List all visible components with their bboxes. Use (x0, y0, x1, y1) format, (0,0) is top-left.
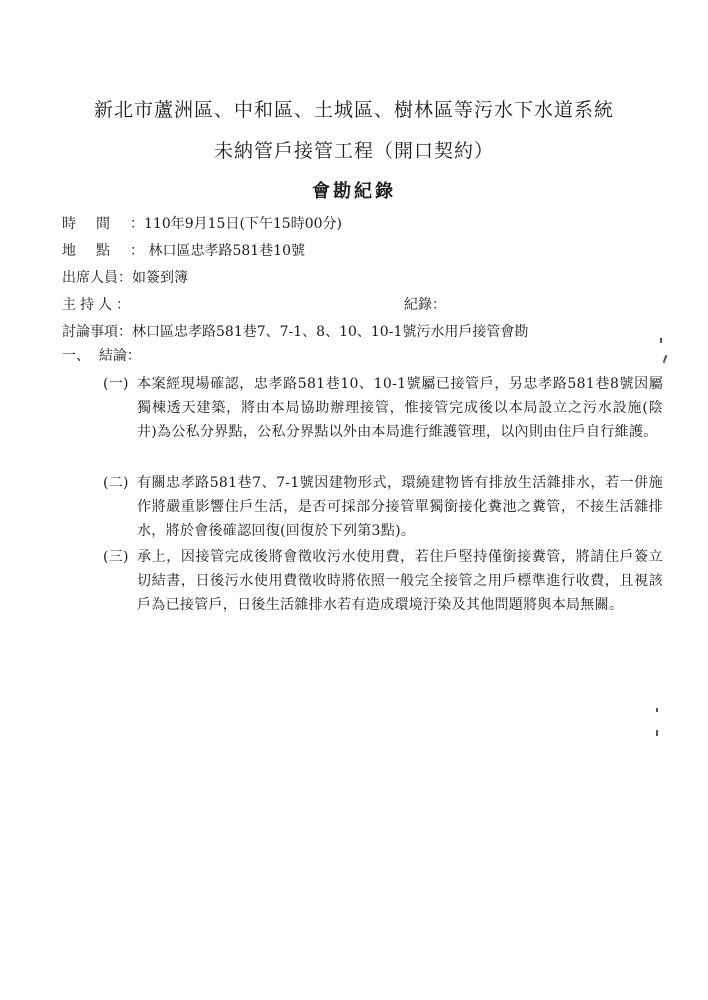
conclusion-item-2-text: 有關忠孝路581巷7、7-1號因建物形式，環繞建物皆有排放生活雜排水，若一併施作將嚴重影響住戶生活，是否可採部分接管單獨銜接化糞池之糞管，不接生活雜排水，將於會後確認回復(回復於下列第3點)。 (137, 475, 663, 539)
scan-mark (663, 355, 668, 363)
field-record (404, 294, 446, 314)
document-title-line1: 新北市蘆洲區、中和區、土城區、樹林區等污水下水道系統 (93, 99, 614, 121)
field-host-label: 主持人 (62, 297, 116, 313)
field-time-sep: ： (130, 216, 144, 232)
scan-mark (656, 730, 658, 736)
document-title-line3: 會勘紀錄 (312, 181, 396, 202)
field-place (62, 240, 305, 260)
conclusion-number: 一、 (62, 348, 90, 364)
field-time-value: 110年9月15日(下午15時00分) (144, 216, 342, 232)
field-record-sep: ： (432, 297, 446, 313)
document-title-line2: 未納管戶接管工程（開口契約） (213, 140, 494, 162)
field-topic (62, 321, 528, 341)
conclusion-item-2-number: (二) (103, 475, 129, 491)
field-conclusion (62, 345, 141, 365)
conclusion-item-2 (103, 471, 663, 543)
field-attendees-value: 如簽到簿 (132, 270, 188, 286)
scan-mark (660, 338, 662, 343)
field-place-value: 林口區忠孝路581巷10號 (148, 243, 305, 259)
scan-mark (656, 708, 658, 712)
conclusion-item-3-text: 承上，因接管完成後將會徵收污水使用費，若住戶堅持僅銜接糞管，將請住戶簽立切結書，日後污水使用費徵收時將依照一般完全接管之用戶標準進行收費，且視該戶為已接管戶，日後生活雜排水若有造成環境汙染及其他問題將與本局無關。 (137, 549, 663, 613)
field-topic-value: 林口區忠孝路581巷7、7-1、8、10、10-1號污水用戶接管會勘 (132, 324, 529, 340)
field-time (62, 213, 342, 233)
conclusion-item-1 (103, 372, 663, 444)
field-attendees (62, 267, 188, 287)
conclusion-item-3-number: (三) (103, 549, 129, 565)
conclusion-item-1-number: (一) (103, 376, 129, 392)
field-topic-sep: ： (118, 324, 132, 340)
field-host-sep: ： (116, 297, 130, 313)
field-attendees-label: 出席人員 (62, 270, 118, 286)
field-topic-label: 討論事項 (62, 324, 118, 340)
conclusion-item-1-text: 本案經現場確認，忠孝路581巷10、10-1號屬已接管戶，另忠孝路581巷8號因屬獨棟透天建築，將由本局協助辦理接管，惟接管完成後以本局設立之污水設施(陰井)為公私分界點，公私分界點以外由本局進行維護管理，以內則由住戶自行維護。 (137, 376, 663, 440)
conclusion-item-3 (103, 545, 663, 617)
conclusion-label: 結論 (98, 348, 127, 364)
field-place-sep: ： (130, 243, 144, 259)
field-record-label: 紀錄 (404, 297, 432, 313)
conclusion-sep: ： (126, 348, 141, 364)
field-attendees-sep: ： (118, 270, 132, 286)
field-time-label: 時間 (62, 216, 130, 232)
field-place-label: 地點 (62, 243, 130, 259)
field-host (62, 294, 130, 314)
